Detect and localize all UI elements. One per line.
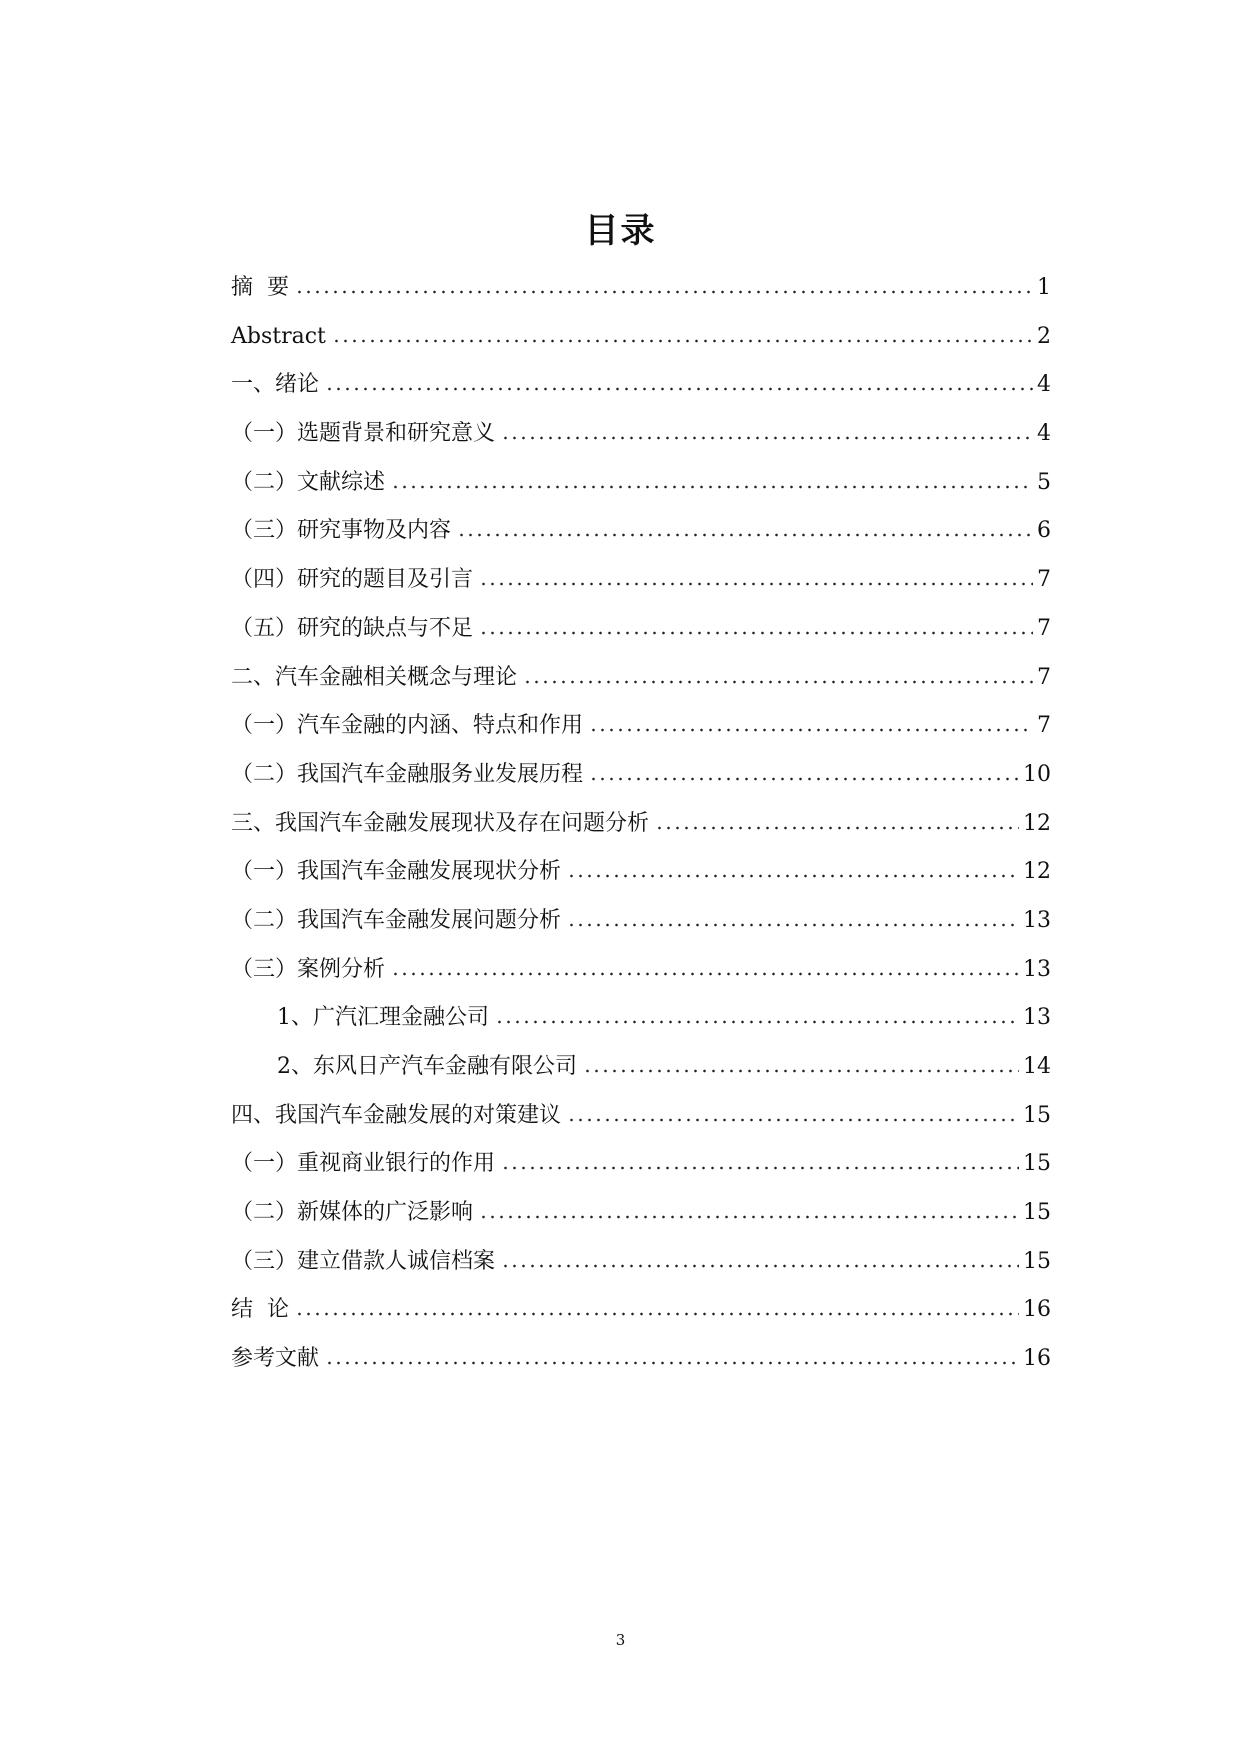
page-title: 目录 (584, 211, 657, 251)
toc-entry-label: 摘 要 (231, 275, 289, 300)
toc-entry[interactable] (231, 410, 1051, 459)
toc-dot-leader (501, 436, 1033, 440)
toc-entry[interactable] (231, 361, 1051, 410)
toc-dot-leader (295, 1312, 1019, 1316)
toc-entry-page-number: 13 (1023, 1005, 1051, 1031)
toc-entry-label: 结 论 (231, 1297, 289, 1323)
toc-entry[interactable] (231, 1092, 1051, 1141)
toc-entry-label: （一）选题背景和研究意义 (231, 421, 496, 447)
toc-entry-page-number: 14 (1023, 1054, 1051, 1079)
toc-entry-page-number: 12 (1023, 810, 1051, 836)
toc-entry[interactable] (231, 946, 1051, 995)
toc-dot-leader (567, 1118, 1019, 1122)
toc-dot-leader (655, 826, 1019, 830)
toc-entry-page-number: 13 (1023, 907, 1051, 933)
toc-entry[interactable] (231, 702, 1051, 751)
toc-entry-page-number: 12 (1023, 859, 1051, 885)
toc-entry[interactable] (231, 459, 1051, 508)
toc-entry[interactable] (231, 556, 1051, 605)
toc-entry-label: Abstract (231, 323, 326, 349)
toc-entry-label: （三）案例分析 (231, 956, 386, 982)
toc-entry-page-number: 10 (1023, 761, 1051, 787)
toc-dot-leader (501, 1166, 1019, 1170)
toc-entry-page-number: 7 (1037, 664, 1051, 690)
toc-dot-leader (479, 1215, 1019, 1219)
toc-entry[interactable] (231, 897, 1051, 946)
toc-entry[interactable] (231, 1286, 1051, 1335)
toc-entry-page-number: 15 (1023, 1102, 1051, 1128)
toc-entry[interactable] (231, 994, 1051, 1043)
toc-entry-page-number: 16 (1023, 1297, 1051, 1323)
footer-page-number: 3 (615, 1631, 626, 1649)
toc-dot-leader (457, 533, 1033, 537)
toc-entry-label: 四、我国汽车金融发展的对策建议 (231, 1102, 562, 1128)
toc-entry-label: 2、东风日产汽车金融有限公司 (277, 1054, 577, 1079)
table-of-contents (231, 264, 1051, 1384)
toc-entry[interactable] (231, 751, 1051, 800)
toc-entry-page-number: 2 (1037, 323, 1051, 349)
toc-entry-label: 三、我国汽车金融发展现状及存在问题分析 (231, 810, 650, 836)
toc-dot-leader (479, 631, 1033, 635)
toc-dot-leader (391, 972, 1019, 976)
toc-entry-page-number: 15 (1023, 1248, 1051, 1274)
toc-entry-label: （五）研究的缺点与不足 (231, 615, 474, 641)
toc-dot-leader (332, 339, 1033, 343)
toc-entry[interactable] (231, 1043, 1051, 1092)
toc-entry-label: （二）我国汽车金融发展问题分析 (231, 907, 562, 933)
toc-dot-leader (567, 923, 1019, 927)
toc-entry[interactable] (231, 605, 1051, 654)
toc-entry-label: （一）汽车金融的内涵、特点和作用 (231, 713, 584, 739)
toc-entry-page-number: 7 (1037, 567, 1051, 593)
toc-entry[interactable] (231, 507, 1051, 556)
toc-dot-leader (501, 1264, 1019, 1268)
toc-entry[interactable] (231, 800, 1051, 849)
toc-entry-label: （一）我国汽车金融发展现状分析 (231, 859, 562, 885)
toc-entry[interactable] (231, 1189, 1051, 1238)
toc-dot-leader (589, 728, 1033, 732)
toc-entry[interactable] (231, 264, 1051, 313)
toc-entry-page-number: 7 (1037, 615, 1051, 641)
toc-entry-page-number: 15 (1023, 1151, 1051, 1177)
toc-dot-leader (295, 290, 1033, 294)
toc-entry[interactable] (231, 654, 1051, 703)
toc-entry-label: （二）新媒体的广泛影响 (231, 1200, 474, 1226)
toc-entry-page-number: 7 (1037, 713, 1051, 739)
toc-entry[interactable] (231, 313, 1051, 362)
toc-dot-leader (495, 1020, 1019, 1024)
toc-entry-label: （二）我国汽车金融服务业发展历程 (231, 761, 584, 787)
toc-dot-leader (523, 680, 1033, 684)
toc-dot-leader (325, 1361, 1019, 1365)
toc-entry-label: 参考文献 (231, 1346, 320, 1372)
toc-dot-leader (583, 1069, 1019, 1073)
toc-entry-page-number: 13 (1023, 956, 1051, 982)
toc-entry-page-number: 1 (1037, 275, 1051, 300)
toc-dot-leader (567, 874, 1019, 878)
toc-entry[interactable] (231, 1140, 1051, 1189)
toc-entry[interactable] (231, 1335, 1051, 1384)
toc-entry-label: 一、绪论 (231, 372, 320, 398)
toc-entry-label: （一）重视商业银行的作用 (231, 1151, 496, 1177)
toc-dot-leader (325, 387, 1033, 391)
toc-dot-leader (479, 582, 1033, 586)
toc-dot-leader (391, 485, 1033, 489)
toc-entry-page-number: 15 (1023, 1200, 1051, 1226)
toc-entry-label: 二、汽车金融相关概念与理论 (231, 664, 518, 690)
toc-entry-label: （二）文献综述 (231, 469, 386, 495)
toc-entry-page-number: 4 (1037, 421, 1051, 447)
toc-entry-label: （四）研究的题目及引言 (231, 567, 474, 593)
toc-entry-page-number: 5 (1037, 469, 1051, 495)
toc-entry-page-number: 4 (1037, 372, 1051, 398)
toc-entry-label: （三）研究事物及内容 (231, 518, 452, 544)
toc-entry[interactable] (231, 1238, 1051, 1287)
toc-entry-page-number: 16 (1023, 1346, 1051, 1372)
toc-dot-leader (589, 777, 1019, 781)
toc-entry-label: （三）建立借款人诚信档案 (231, 1248, 496, 1274)
toc-entry-label: 1、广汽汇理金融公司 (277, 1005, 489, 1031)
toc-entry-page-number: 6 (1037, 518, 1051, 544)
toc-entry[interactable] (231, 848, 1051, 897)
